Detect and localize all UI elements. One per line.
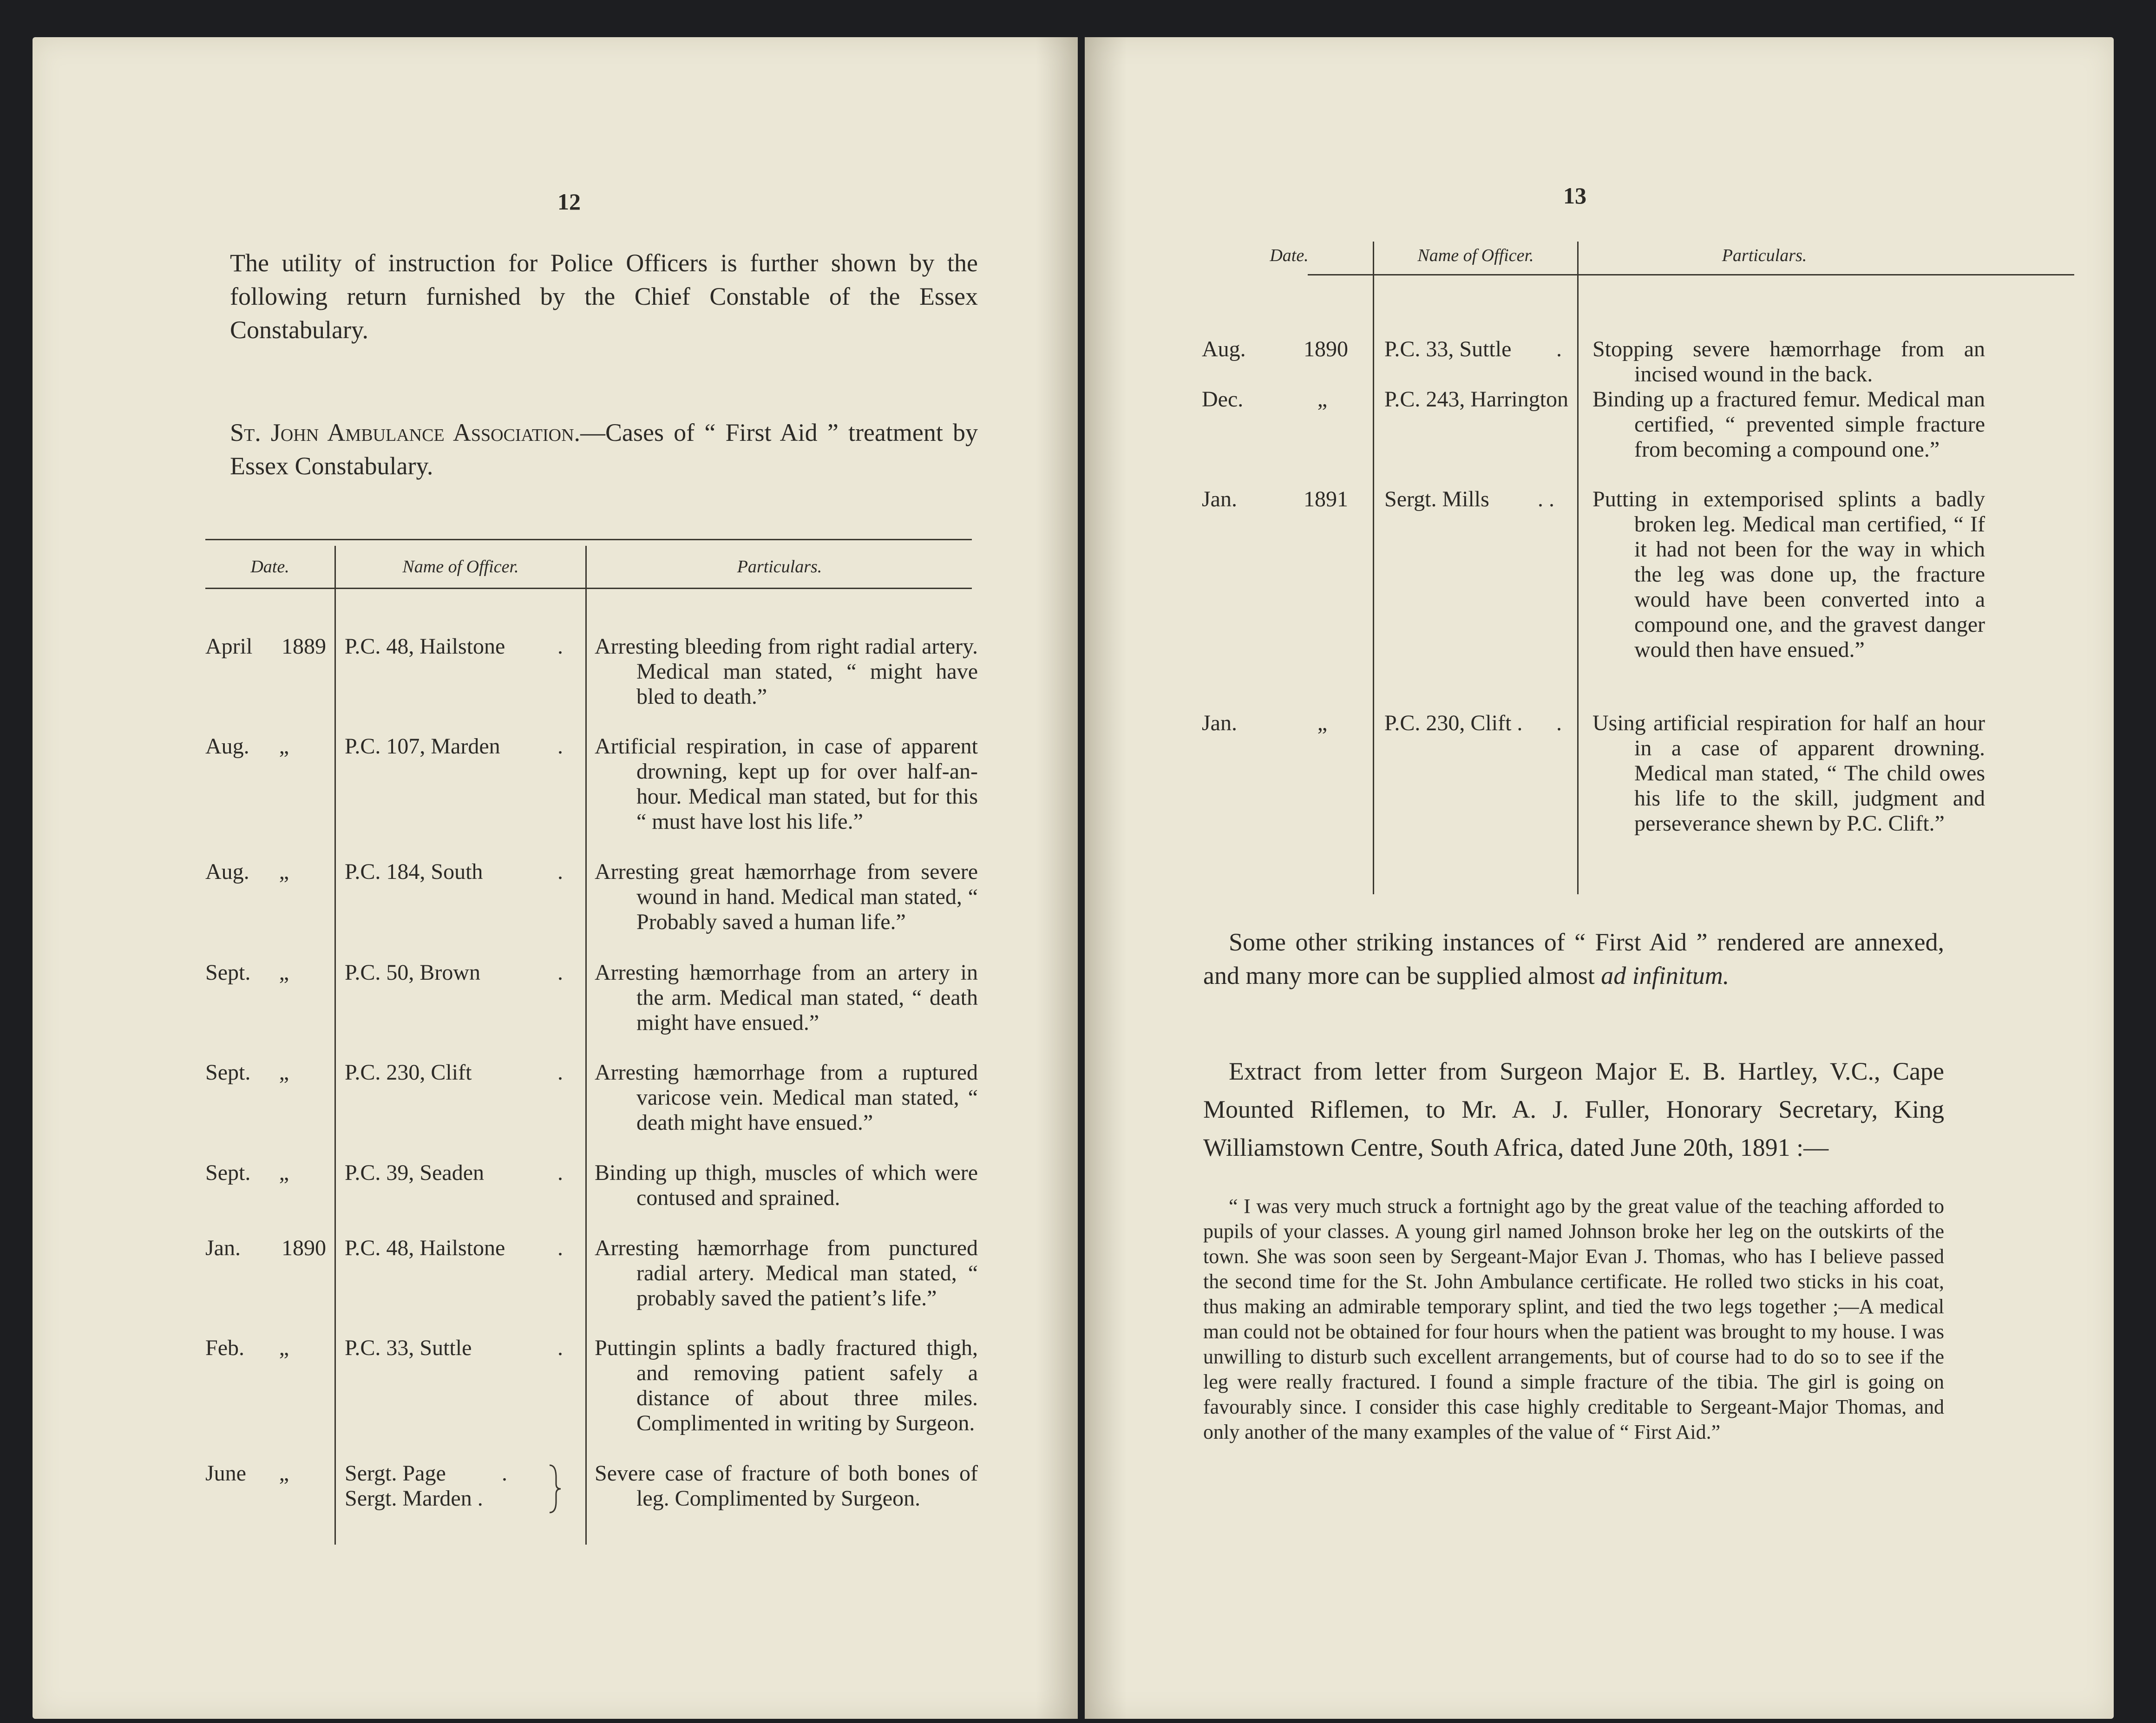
row-month: Dec.: [1202, 387, 1244, 412]
col-header-particulars: Particulars.: [737, 557, 822, 577]
row-month: Aug.: [205, 859, 249, 884]
row-month: Aug.: [205, 734, 249, 759]
row-officer: P.C. 48, Hailstone: [345, 634, 505, 659]
row-officer: P.C. 48, Hailstone: [345, 1236, 505, 1260]
row-officer: P.C. 33, Suttle: [345, 1336, 472, 1360]
row-particulars: Putting in extemporised splints a badly broken leg. Medical man certified, “ If it had not been for the way in which the leg was done up, the fracture would have been converted into a compound one, and the gravest danger would then have ensued.”: [1592, 487, 1985, 662]
col-header-name: Name of Officer.: [1417, 246, 1534, 265]
row-particulars: Arresting bleeding from right radial artery. Medical man stated, “ might have bled to death.”: [595, 634, 978, 709]
table-col-divider-2: [585, 546, 587, 1545]
row-year: 1890: [1304, 337, 1348, 361]
row-month: Sept.: [205, 960, 251, 985]
row-month: Sept.: [205, 1060, 251, 1085]
row-year: „: [279, 1160, 289, 1185]
row-month: Jan.: [1202, 711, 1237, 735]
page-number-left: 12: [557, 189, 581, 215]
row-officer: P.C. 39, Seaden: [345, 1160, 484, 1185]
row-month: Sept.: [205, 1160, 251, 1185]
row-officer: P.C. 50, Brown: [345, 960, 481, 985]
row-year: „: [279, 1336, 289, 1360]
row-year: 1890: [282, 1236, 326, 1260]
row-officer: P.C. 107, Marden: [345, 734, 500, 759]
row-year: „: [279, 859, 289, 884]
row-leader-dot: .: [557, 1336, 563, 1360]
col-header-date: Date.: [250, 557, 289, 577]
table-col-divider-1: [1373, 281, 1374, 894]
row-year: „: [1317, 387, 1327, 412]
heading-association: St. John Ambulance Association.: [230, 419, 581, 446]
row-officer: P.C. 230, Clift .: [1384, 711, 1523, 735]
row-particulars: Arresting hæmorrhage from punctured radial artery. Medical man stated, “ probably saved the patient’s life.”: [595, 1236, 978, 1310]
row-officer: P.C. 184, South: [345, 859, 483, 884]
row-particulars: Puttingin splints a badly fractured thigh, and removing patient safely a distance of about three miles. Complimented in writing by Surgeon.: [595, 1336, 978, 1435]
col-header-name: Name of Officer.: [402, 557, 519, 577]
page-number-right: 13: [1563, 183, 1586, 209]
row-month: Jan.: [1202, 487, 1237, 511]
right-page-gutter-shadow: [1085, 37, 1127, 1719]
row-month: Aug.: [1202, 337, 1246, 361]
right-page: [1085, 37, 2114, 1719]
table-col-divider-2: [1577, 242, 1579, 894]
row-particulars: Stopping severe hæmorrhage from an incised wound in the back.: [1592, 337, 1985, 387]
row-year: „: [279, 734, 289, 759]
col-header-particulars: Particulars.: [1722, 246, 1807, 265]
row-officer: P.C. 230, Clift: [345, 1060, 472, 1085]
section-heading: [230, 416, 978, 483]
row-leader-dot: .: [1556, 337, 1562, 361]
instances-italic: ad infinitum.: [1601, 962, 1730, 989]
row-officer: P.C. 243, Harrington: [1384, 387, 1568, 412]
row-year: „: [279, 1461, 289, 1486]
instances-text: Some other striking instances of “ First Aid ” rendered are annexed, and many more can be supplied almost: [1203, 928, 1944, 989]
row-officer-second: Sergt. Marden .: [345, 1486, 483, 1511]
row-particulars: Binding up a fractured femur. Medical man certified, “ prevented simple fracture from becoming a compound one.”: [1592, 387, 1985, 462]
row-month: April: [205, 634, 253, 659]
row-leader-dot: .: [557, 1060, 563, 1085]
row-particulars: Using artificial respiration for half an hour in a case of apparent drowning. Medical man stated, “ The child owes his life to the skill, judgment and perseverance shewn by P.C. Clift.”: [1592, 711, 1985, 836]
row-particulars: Arresting hæmorrhage from a ruptured varicose vein. Medical man stated, “ death might have ensued.”: [595, 1060, 978, 1135]
row-particulars: Binding up thigh, muscles of which were contused and sprained.: [595, 1160, 978, 1210]
row-year: „: [279, 960, 289, 985]
table-top-rule: [205, 539, 972, 540]
row-year: 1891: [1304, 487, 1348, 511]
row-year: 1889: [282, 634, 326, 659]
extract-paragraph: Extract from letter from Surgeon Major E. B. Hartley, V.C., Cape Mounted Riflemen, to Mr. A. J. Fuller, Honorary Secretary, King Williamstown Centre, South Africa, dated June 20th, 1891 :—: [1203, 1057, 1944, 1161]
row-particulars: Arresting hæmorrhage from an artery in the arm. Medical man stated, “ death might have ensued.”: [595, 960, 978, 1035]
row-leader-dot: .: [1556, 711, 1562, 735]
row-leader-dot: .: [557, 859, 563, 884]
row-leader-dot: .: [557, 734, 563, 759]
left-page-gutter-shadow: [1036, 37, 1078, 1719]
row-officer: P.C. 33, Suttle: [1384, 337, 1512, 361]
row-year: „: [279, 1060, 289, 1085]
table-header-rule: [205, 588, 972, 589]
row-leader-dot: .: [557, 960, 563, 985]
row-leader-dot: .: [557, 634, 563, 659]
row-month: Jan.: [205, 1236, 241, 1260]
table-col-divider-1: [334, 546, 336, 1545]
row-officer: Sergt. Page: [345, 1461, 446, 1486]
row-leader-dot: .: [557, 1236, 563, 1260]
intro-paragraph: The utility of instruction for Police Officers is further shown by the following return furnished by the Chief Constable of the Essex Constabulary.: [230, 249, 978, 344]
row-particulars: Arresting great hæmorrhage from severe wound in hand. Medical man stated, “ Probably saved a human life.”: [595, 859, 978, 934]
row-leader-dot: .: [557, 1160, 563, 1185]
instances-paragraph: [1203, 925, 1944, 992]
row-leader-dot: . .: [1538, 487, 1554, 511]
left-page: [33, 37, 1078, 1719]
col-header-date: Date.: [1270, 246, 1309, 265]
table-header-rule: [1308, 274, 2074, 275]
row-month: Feb.: [205, 1336, 244, 1360]
heading-description: —Cases of “ First Aid ” treatment by Essex Constabulary.: [230, 419, 978, 480]
letter-quote: “ I was very much struck a fortnight ago by the great value of the teaching afforded to pupils of your classes. A young girl named Johnson broke her leg on the outskirts of the town. She was soon seen by Sergeant-Major Evan J. Thomas, who has I believe passed the second time for the St. John Ambulance certificate. He rolled two sticks in his coat, thus making an admirable temporary splint, and tied the two legs together ;—A medical man could not be obtained for four hours when the patient was brought to my house. I was unwilling to disturb such excellent arrangements, but of course had to do so to see if the leg were really fractured. I found a simple fracture of the tibia. The girl is going on favourably since. I consider this case highly creditable to Sergeant-Major Thomas, and only another of the many examples of the value of “ First Aid.”: [1203, 1195, 1944, 1443]
row-leader-dot: .: [502, 1461, 507, 1486]
row-officer: Sergt. Mills: [1384, 487, 1489, 511]
row-particulars: Artificial respiration, in case of apparent drowning, kept up for over half-an-hour. Medical man stated, but for this “ must have lost his life.”: [595, 734, 978, 834]
row-particulars: Severe case of fracture of both bones of leg. Complimented by Surgeon.: [595, 1461, 978, 1511]
row-month: June: [205, 1461, 246, 1486]
brace-icon: [546, 1463, 564, 1514]
row-year: „: [1317, 711, 1327, 735]
